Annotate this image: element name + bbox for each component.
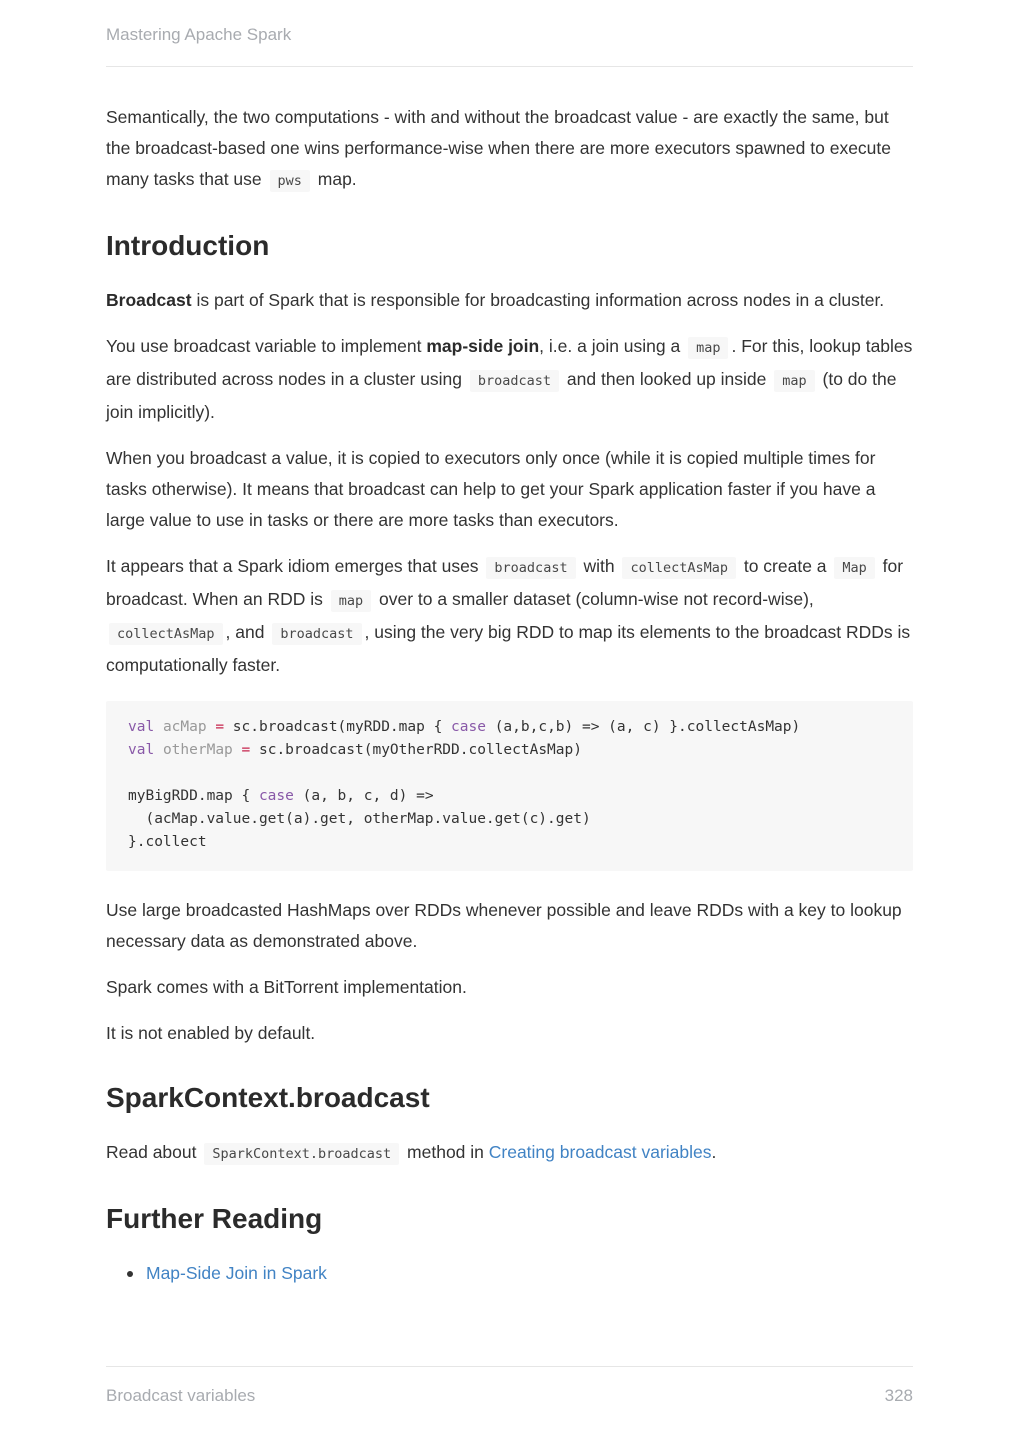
text-run: to create a [738,556,832,576]
bold-text: Broadcast [106,290,192,310]
text-run: It appears that a Spark idiom emerges that uses [106,556,484,576]
inline-code: collectAsMap [622,557,736,579]
doc-footer [106,1366,913,1440]
text-run: map. [312,169,357,189]
code-token-op: = [241,742,251,758]
code-token-kw: case [451,719,486,735]
paragraph-not-enabled: It is not enabled by default. [106,1023,316,1043]
heading-introduction: Introduction [106,230,270,261]
code-token-plain: sc.broadcast(myRDD.map { [224,719,452,735]
further-reading-list [106,1258,913,1289]
doc-content [106,67,913,1366]
text-run: Semantically, the two computations - with and without the broadcast value - are exactly the same, but the broadcast-based one wins performance-wise when there are more executors spawned to execute many tasks that use [106,107,892,189]
code-token-plain: }.collect [128,834,207,850]
text-run: (to do the join implicitly). [106,369,897,422]
text-run: and then looked up inside [562,369,772,389]
code-token-ident: acMap [162,719,207,735]
paragraph-spark-idiom [106,551,913,681]
paragraph-copied-once: When you broadcast a value, it is copied to executors only once (while it is copied multiple times for tasks otherwise). It means that broadcast can help to get your Spark application faster if you have a large value to use in tasks or there are more tasks than executors. [106,448,876,530]
inline-code: broadcast [470,370,559,392]
paragraph-map-side-join [106,331,913,428]
heading-sparkcontext-broadcast: SparkContext.broadcast [106,1082,430,1113]
footer-chapter-title: Broadcast variables [106,1386,256,1405]
text-run: is part of Spark that is responsible for broadcasting information across nodes in a cluster. [191,290,885,310]
code-block-content [128,716,891,854]
code-token-plain [233,742,242,758]
inline-code: map [688,337,728,359]
text-run: method in [402,1142,489,1162]
text-run: , and [225,622,270,642]
code-token-plain: (acMap.value.get(a).get, otherMap.value.get(c).get) [128,811,591,827]
text-run: , i.e. a join using a [539,336,686,356]
text-run: , using the very big RDD to map its elements to the broadcast RDDs is computationally faster. [106,622,911,675]
inline-code: map [331,590,371,612]
inline-code: map [774,370,814,392]
further-reading-item [106,1258,913,1289]
code-token-kw: val [128,742,155,758]
code-token-plain: sc.broadcast(myOtherRDD.collectAsMap) [250,742,582,758]
code-token-plain [154,719,163,735]
code-token-op: = [215,719,225,735]
paragraph-broadcast-definition [106,285,913,316]
inline-code: pws [270,170,310,192]
text-run: with [578,556,620,576]
code-token-plain: myBigRDD.map { [128,788,259,804]
text-run: . For this, lookup tables are distributed across nodes in a cluster using [106,336,913,389]
code-token-plain [154,742,163,758]
paragraph-use-large-hashmaps: Use large broadcasted HashMaps over RDDs whenever possible and leave RDDs with a key to lookup necessary data as demonstrated above. [106,900,902,951]
paragraph-semantics [106,102,913,197]
heading-further-reading: Further Reading [106,1203,323,1234]
paragraph-read-about [106,1137,913,1170]
text-run: over to a smaller dataset (column-wise not record-wise), [374,589,814,609]
code-token-plain: (a, b, c, d) => [293,788,434,804]
code-token-kw: case [258,788,294,804]
doc-header [106,0,913,67]
link-map-side-join-in-spark[interactable]: Map-Side Join in Spark [146,1263,327,1283]
code-token-kw: val [128,719,155,735]
inline-code: Map [834,557,874,579]
inline-code: broadcast [272,623,361,645]
text-run: Read about [106,1142,202,1162]
book-title: Mastering Apache Spark [106,25,292,44]
text-run: for broadcast. When an RDD is [106,556,904,609]
code-token-ident: otherMap [162,742,233,758]
code-block-scala [106,701,913,871]
footer-page-number: 328 [884,1386,913,1405]
text-link[interactable]: Creating broadcast variables [488,1142,712,1162]
paragraph-bittorrent: Spark comes with a BitTorrent implementation. [106,977,467,997]
text-run: You use broadcast variable to implement [106,336,427,356]
inline-code: collectAsMap [109,623,223,645]
text-run: . [711,1142,717,1162]
code-token-plain: (a,b,c,b) => (a, c) }.collectAsMap) [485,719,801,735]
inline-code: SparkContext.broadcast [204,1143,399,1165]
inline-code: broadcast [486,557,575,579]
bold-text: map-side join [426,336,540,356]
